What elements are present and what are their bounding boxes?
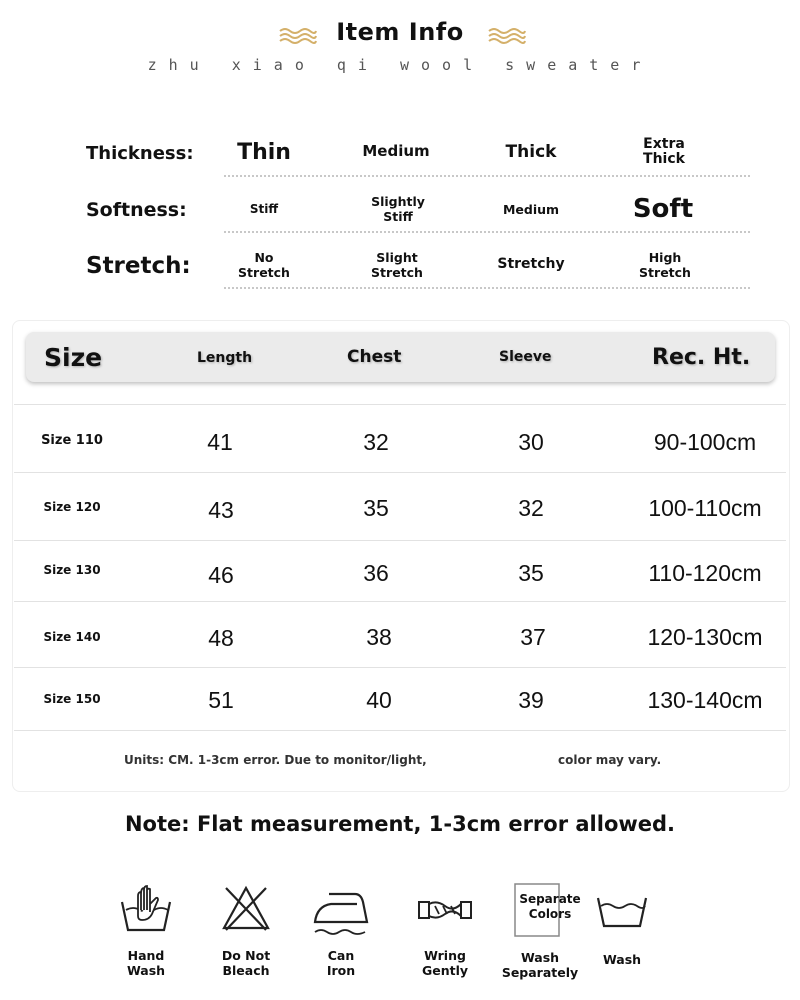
do-not-bleach-icon [216,880,276,940]
sleeve-value: 32 [518,495,544,521]
stretch-option-slight-stretch: Slight Stretch [371,250,423,280]
stretch-option-high-stretch: High Stretch [639,250,691,280]
length-value: 48 [208,625,234,651]
chest-value: 32 [363,429,389,455]
sleeve-value: 37 [520,624,546,650]
chest-value: 38 [366,624,392,650]
row-divider [14,404,786,405]
header-recommended-height: Rec. Ht. [652,345,751,370]
units-note: Units: CM. 1-3cm error. Due to monitor/light, [124,753,427,767]
height-value: 100-110cm [648,495,762,521]
row-divider [14,540,786,541]
wave-ornament-right-icon [487,26,527,46]
thickness-option-medium: Medium [362,142,430,160]
header-length: Length [197,350,253,366]
thickness-option-extra-thick: Extra Thick [643,136,685,167]
page-title: Item Info [336,18,464,46]
thickness-option-thin: Thin [237,140,291,165]
length-value: 43 [208,497,234,523]
iron-icon [311,880,371,940]
sleeve-value: 39 [518,687,544,713]
softness-option-stiff: Stiff [249,202,279,216]
row-divider [14,472,786,473]
softness-option-soft: Soft [632,194,694,224]
measurement-note: Note: Flat measurement, 1-3cm error allowed. [124,812,676,836]
hand-wash-icon [116,880,176,940]
care-label-wash: Wash [602,952,642,967]
chest-value: 35 [363,495,389,521]
care-label-hand-wash: Hand Wash [126,948,166,978]
length-value: 51 [208,687,234,713]
thickness-option-thick: Thick [505,142,557,162]
sleeve-value: 35 [518,560,544,586]
divider [224,231,750,233]
size-label: Size 110 [41,433,103,448]
sleeve-value: 30 [518,429,544,455]
row-divider [14,730,786,731]
separate-colors-label: Separate Colors [519,892,581,921]
row-divider [14,601,786,602]
thickness-label: Thickness: [86,143,194,164]
size-label: Size 140 [43,630,101,644]
chest-value: 40 [366,687,392,713]
row-divider [14,667,786,668]
softness-option-medium: Medium [502,202,560,217]
size-label: Size 150 [43,692,101,706]
product-subtitle: zhu xiao qi wool sweater [147,56,653,74]
height-value: 120-130cm [647,624,763,650]
softness-option-slightly-stiff: Slightly Stiff [371,194,425,224]
wash-icon [592,880,652,940]
chest-value: 36 [363,560,389,586]
size-label: Size 120 [43,500,101,514]
size-table [12,320,790,792]
header-size: Size [44,343,103,372]
color-note: color may vary. [558,753,662,767]
length-value: 46 [208,562,234,588]
softness-label: Softness: [86,199,187,221]
care-label-wring-gently: Wring Gently [421,948,469,978]
stretch-option-stretchy: Stretchy [497,256,565,272]
care-label-do-not-bleach: Do Not Bleach [221,948,271,978]
height-value: 130-140cm [647,687,763,713]
divider [224,175,750,177]
size-label: Size 130 [43,563,101,577]
stretch-option-no-stretch: No Stretch [238,250,290,280]
height-value: 110-120cm [648,560,762,586]
length-value: 41 [207,429,233,455]
wring-gently-icon [415,880,475,940]
care-label-can-iron: Can Iron [326,948,356,978]
care-label-wash-separately: Wash Separately [501,950,579,980]
height-value: 90-100cm [653,429,757,455]
header-sleeve: Sleeve [499,349,552,365]
stretch-label: Stretch: [86,253,191,279]
header-chest: Chest [347,347,402,367]
divider [224,287,750,289]
